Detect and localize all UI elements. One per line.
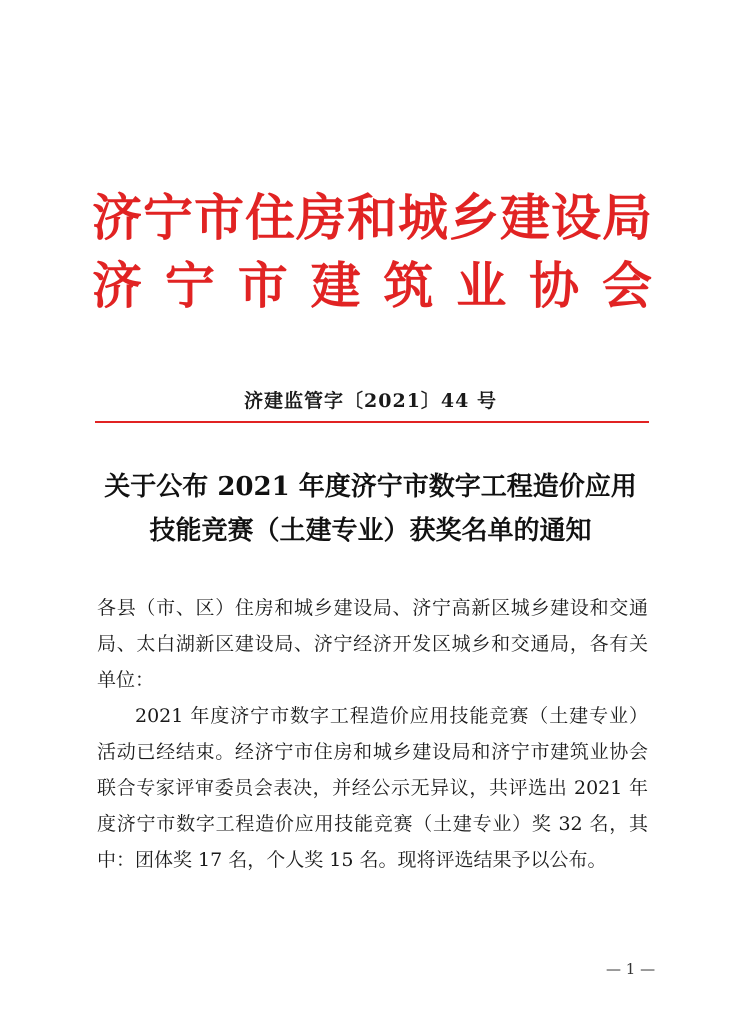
letterhead-line-2: 济宁市建筑业协会 <box>92 256 652 315</box>
letterhead-line-1: 济宁市住房和城乡建设局 <box>92 188 652 247</box>
page-number: — 1 — <box>606 960 656 978</box>
title-line-1: 关于公布 2021 年度济宁市数字工程造价应用 <box>104 472 637 502</box>
paragraph-line: 中：团体奖 17 名，个人奖 15 名。现将评选结果予以公布。 <box>97 849 607 871</box>
paragraph-line: 度济宁市数字工程造价应用技能竞赛（土建专业）奖 32 名，其 <box>97 813 648 835</box>
paragraph-line: 联合专家评审委员会表决，并经公示无异议，共评选出 2021 年 <box>97 777 648 799</box>
document-number: 济建监管字〔2021〕44 号 <box>244 390 497 412</box>
red-divider <box>95 421 649 423</box>
body-paragraph <box>97 698 648 878</box>
addressees <box>97 590 648 698</box>
title-line-2: 技能竞赛（土建专业）获奖名单的通知 <box>149 516 592 546</box>
addressee-line: 各县（市、区）住房和城乡建设局、济宁高新区城乡建设和交通 <box>97 597 648 619</box>
addressee-line: 局、太白湖新区建设局、济宁经济开发区城乡和交通局，各有关 <box>97 633 648 655</box>
addressee-line: 单位： <box>97 669 155 691</box>
paragraph-line: 2021 年度济宁市数字工程造价应用技能竞赛（土建专业） <box>135 705 648 727</box>
paragraph-line: 活动已经结束。经济宁市住房和城乡建设局和济宁市建筑业协会 <box>97 741 648 763</box>
